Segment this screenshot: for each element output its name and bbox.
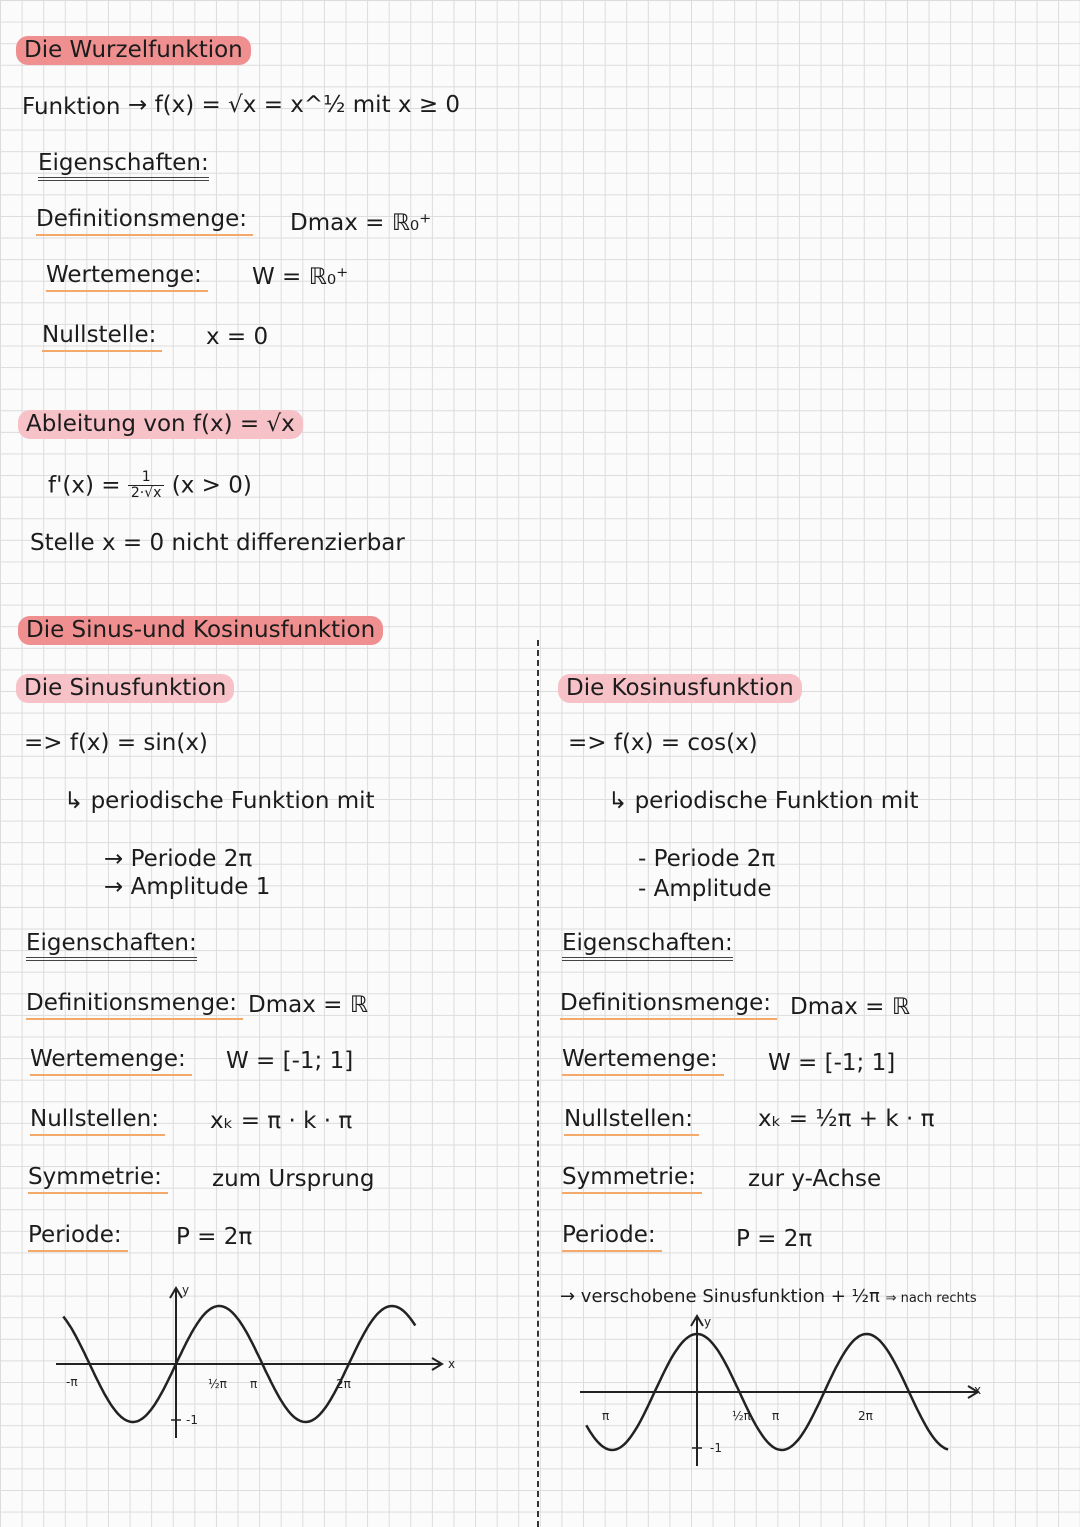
section-title-trig: Die Sinus-und Kosinusfunktion — [18, 616, 383, 645]
kosinus-x-label: x — [974, 1383, 982, 1397]
kosinus-period-item: - Periode 2π — [638, 846, 776, 872]
sinus-tick-neg-pi: -π — [66, 1375, 78, 1389]
kosinus-formula: => f(x) = cos(x) — [568, 730, 758, 756]
kosinus-wertemenge-label: Wertemenge: — [562, 1048, 724, 1076]
sinus-y-label: y — [182, 1283, 190, 1297]
sinus-periodic-text: ↳ periodische Funktion mit — [64, 788, 375, 814]
sinus-wertemenge-value: W = [-1; 1] — [226, 1048, 354, 1074]
kosinus-periode-label: Periode: — [562, 1224, 662, 1252]
kosinus-definitionsmenge-value: Dmax = ℝ — [790, 994, 910, 1020]
funktion-label: Funktion — [22, 94, 121, 120]
kosinus-shift-text: → verschobene Sinusfunktion + ½π — [560, 1286, 880, 1307]
sinus-tick-neg1: -1 — [186, 1413, 198, 1427]
sinus-x-label: x — [448, 1357, 456, 1371]
kosinus-nullstellen-label: Nullstellen: — [564, 1108, 699, 1136]
funktion-formula: → f(x) = √x = x^½ mit x ≥ 0 — [128, 92, 461, 118]
sinus-definitionsmenge-value: Dmax = ℝ — [248, 992, 368, 1018]
eigenschaften-heading: Eigenschaften: — [38, 152, 209, 181]
ableitung-condition: (x > 0) — [171, 472, 252, 499]
kosinus-graph — [576, 1310, 996, 1470]
nullstelle-value: x = 0 — [206, 324, 269, 350]
sinus-periode-label: Periode: — [28, 1224, 128, 1252]
kosinus-shift-direction: ⇒ nach rechts — [885, 1291, 977, 1306]
kosinus-shift-note — [560, 1288, 977, 1306]
definitionsmenge-label: Definitionsmenge: — [36, 208, 253, 236]
kosinus-eigenschaften-heading: Eigenschaften: — [562, 932, 733, 961]
sinus-tick-2pi: 2π — [336, 1377, 351, 1391]
ableitung-formula — [48, 470, 252, 502]
kosinus-wertemenge-value: W = [-1; 1] — [768, 1050, 896, 1076]
sinus-amplitude-item: → Amplitude 1 — [104, 874, 271, 900]
sinus-definitionsmenge-label: Definitionsmenge: — [26, 992, 243, 1020]
ableitung-left: f'(x) = — [48, 472, 121, 499]
ableitung-note: Stelle x = 0 nicht differenzierbar — [30, 530, 405, 556]
column-divider — [537, 640, 539, 1527]
kosinus-periodic-text: ↳ periodische Funktion mit — [608, 788, 919, 814]
sinus-period-item: → Periode 2π — [104, 846, 253, 872]
ableitung-heading: Ableitung von f(x) = √x — [18, 410, 303, 439]
kosinus-y-label: y — [704, 1315, 712, 1329]
kosinus-symmetrie-value: zur y-Achse — [748, 1166, 882, 1192]
sinus-periode-value: P = 2π — [176, 1224, 253, 1250]
sinus-formula: => f(x) = sin(x) — [24, 730, 208, 756]
ableitung-numerator: 1 — [128, 470, 165, 486]
kosinus-tick-neg1: -1 — [710, 1441, 722, 1455]
ableitung-denominator: 2·√x — [130, 485, 162, 502]
sinus-nullstellen-value: xₖ = π · k · π — [210, 1108, 353, 1134]
wertemenge-label: Wertemenge: — [46, 264, 208, 292]
kosinus-tick-pi: π — [772, 1409, 780, 1423]
sinus-graph — [40, 1278, 470, 1448]
kosinus-amplitude-item: - Amplitude — [638, 876, 772, 902]
kosinus-definitionsmenge-label: Definitionsmenge: — [560, 992, 777, 1020]
kosinus-heading: Die Kosinusfunktion — [558, 674, 802, 703]
kosinus-nullstellen-value: xₖ = ½π + k · π — [758, 1106, 935, 1132]
kosinus-tick-2pi: 2π — [858, 1409, 873, 1423]
kosinus-periode-value: P = 2π — [736, 1226, 813, 1252]
sinus-symmetrie-value: zum Ursprung — [212, 1166, 375, 1192]
nullstelle-label: Nullstelle: — [42, 324, 162, 352]
kosinus-symmetrie-label: Symmetrie: — [562, 1166, 702, 1194]
wertemenge-value: W = ℝ₀⁺ — [252, 264, 349, 290]
definitionsmenge-value: Dmax = ℝ₀⁺ — [290, 210, 432, 236]
sinus-nullstellen-label: Nullstellen: — [30, 1108, 165, 1136]
sinus-symmetrie-label: Symmetrie: — [28, 1166, 168, 1194]
sinus-tick-half-pi: ½π — [208, 1377, 227, 1391]
kosinus-tick-pi-left: π — [602, 1409, 610, 1423]
ableitung-fraction — [128, 470, 165, 502]
kosinus-tick-half-pi: ½π — [732, 1409, 751, 1423]
sinus-wertemenge-label: Wertemenge: — [30, 1048, 192, 1076]
section-title-wurzelfunktion: Die Wurzelfunktion — [16, 36, 251, 65]
sinus-tick-pi: π — [250, 1377, 258, 1391]
sinus-heading: Die Sinusfunktion — [16, 674, 234, 703]
sinus-eigenschaften-heading: Eigenschaften: — [26, 932, 197, 961]
